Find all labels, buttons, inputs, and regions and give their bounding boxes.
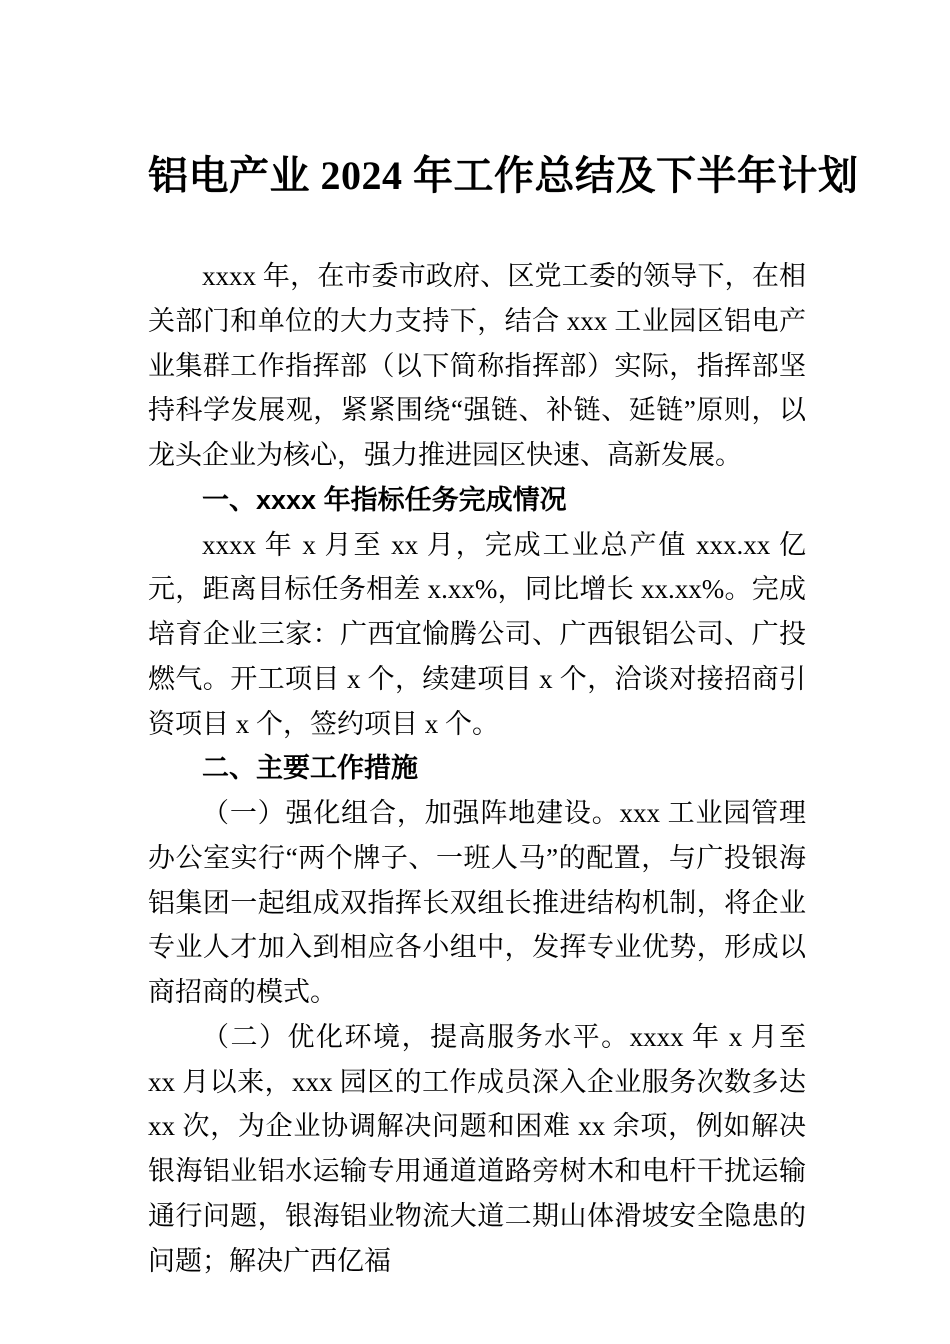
document-body [148, 254, 806, 1283]
paragraph-measure-1: （一）强化组合，加强阵地建设。xxx 工业园管理办公室实行“两个牌子、一班人马”的配置，与广投银海铝集团一起组成双指挥长双组长推进结构机制，将企业专业人才加入到相应各小组中，发挥专业优势，形成以商招商的模式。 [148, 798, 806, 1007]
document-title: 铝电产业 2024 年工作总结及下半年计划 [148, 153, 859, 198]
section-heading-1: 一、xxxx 年指标任务完成情况 [202, 484, 567, 515]
paragraph-indicator-completion: xxxx 年 x 月至 xx 月，完成工业总产值 xxx.xx 亿元，距离目标任务相差 x.xx%，同比增长 xx.xx%。完成培育企业三家：广西宜愉腾公司、广西银铝公司、广投燃气。开工项目 x 个，续建项目 x 个，洽谈对接招商引资项目 x 个，签约项目 x 个。 [148, 529, 806, 739]
paragraph-measure-2: （二）优化环境，提高服务水平。xxxx 年 x 月至 xx 月以来，xxx 园区的工作成员深入企业服务次数多达 xx 次，为企业协调解决问题和困难 xx 余项，例如解决银海铝业铝水运输专用通道道路旁树木和电杆干扰运输通行问题，银海铝业物流大道二期山体滑坡安全隐患的问题；解决广西亿福 [148, 1021, 806, 1276]
section-heading-2: 二、主要工作措施 [202, 753, 418, 784]
paragraph-intro: xxxx 年，在市委市政府、区党工委的领导下，在相关部门和单位的大力支持下，结合 xxx 工业园区铝电产业集群工作指挥部（以下简称指挥部）实际，指挥部坚持科学发展观，紧紧围绕“强链、补链、延链”原则，以龙头企业为核心，强力推进园区快速、高新发展。 [148, 261, 806, 470]
